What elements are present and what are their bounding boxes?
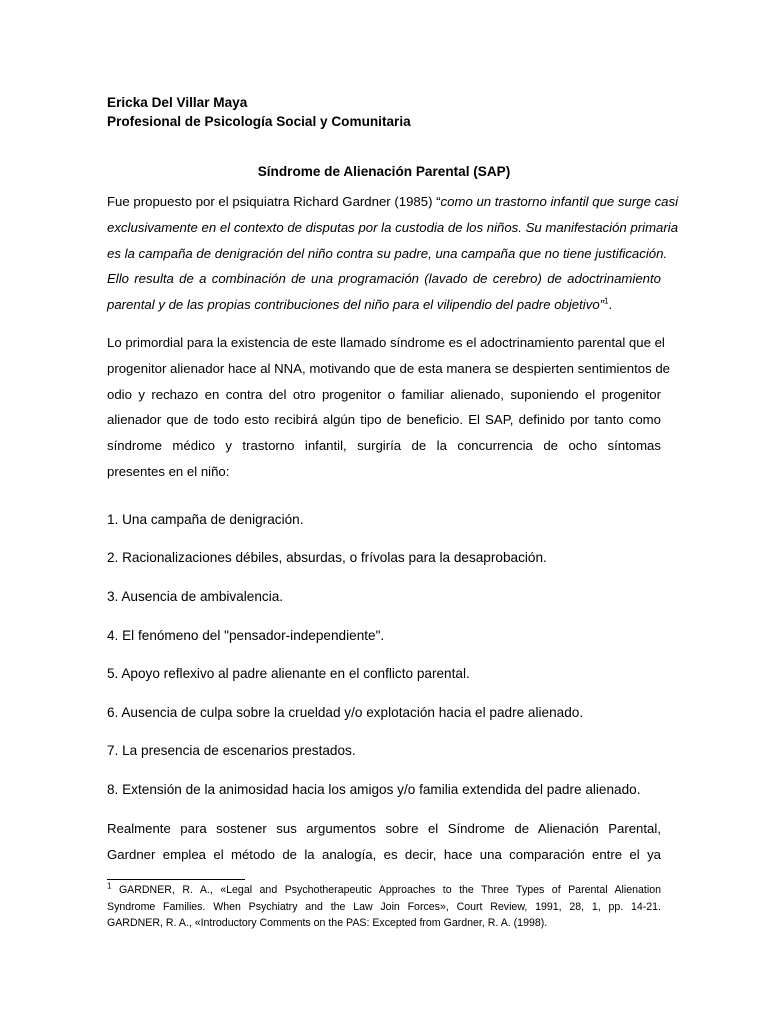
symptom-item: 3. Ausencia de ambivalencia. <box>107 589 284 604</box>
footnote-separator <box>107 879 245 880</box>
paragraph-line: presentes en el niño: <box>107 463 230 479</box>
symptom-item: 7. La presencia de escenarios prestados. <box>107 743 356 758</box>
footnote-marker: 1 <box>107 881 112 891</box>
footnote-line <box>107 882 661 899</box>
author-block <box>107 93 667 131</box>
footnote-line: GARDNER, R. A., «Introductory Comments on the PAS: Excepted from Gardner, R. A. (1998). <box>107 917 548 929</box>
intro-quote-line: Ello resulta de a combinación de una programación (lavado de cerebro) de adoctrinamiento <box>107 271 661 287</box>
intro-lead: Fue propuesto por el psiquiatra Richard Gardner (1985) “ <box>107 194 441 209</box>
paragraph-line: alienador que de todo esto recibirá algún tipo de beneficio. El SAP, definido por tanto como <box>107 412 661 428</box>
author-role: Profesional de Psicología Social y Comunitaria <box>107 114 411 129</box>
footnote-reference[interactable]: 1 <box>604 296 609 306</box>
symptom-item: 4. El fenómeno del "pensador-independiente". <box>107 628 385 643</box>
symptom-item: 5. Apoyo reflexivo al padre alienante en el conflicto parental. <box>107 666 470 681</box>
intro-line <box>107 266 661 292</box>
symptom-item: 6. Ausencia de culpa sobre la crueldad y/o explotación hacia el padre alienado. <box>107 705 584 720</box>
document-title: Síndrome de Alienación Parental (SAP) <box>257 164 511 179</box>
intro-quote-line: exclusivamente en el contexto de disputas por la custodia de los niños. Su manifestación primaria <box>107 219 679 235</box>
intro-quote-line: parental y de las propias contribuciones del niño para el vilipendio del padre objetivo” <box>107 297 605 313</box>
intro-line <box>107 292 661 318</box>
intro-paragraph <box>107 189 679 318</box>
symptom-item: 2. Racionalizaciones débiles, absurdas, o frívolas para la desaprobación. <box>107 550 547 565</box>
intro-line <box>107 241 668 267</box>
footnote-text: GARDNER, R. A., «Legal and Psychotherapeutic Approaches to the Three Types of Parental Alienation <box>118 884 661 896</box>
body-paragraph-2 <box>107 330 671 485</box>
symptom-item: 8. Extensión de la animosidad hacia los amigos y/o familia extendida del padre alienado. <box>107 782 641 797</box>
author-name: Ericka Del Villar Maya <box>107 95 248 110</box>
paragraph-line: Lo primordial para la existencia de este llamado síndrome es el adoctrinamiento parental que el <box>107 335 665 350</box>
intro-end: . <box>608 297 613 313</box>
footnote-line: Syndrome Families. When Psychiatry and the Law Join Forces», Court Review, 1991, 28, 1, pp. 14-21. <box>107 900 661 913</box>
body-paragraph-3 <box>107 816 661 868</box>
intro-line <box>107 215 679 241</box>
footnote <box>107 882 661 932</box>
paragraph-line: odio y rechazo en contra del otro progenitor o familiar alienado, suponiendo el progenitor <box>107 386 661 402</box>
symptom-item: 1. Una campaña de denigración. <box>107 512 304 527</box>
paragraph-line: Gardner emplea el método de la analogía, es decir, hace una comparación entre el ya <box>107 846 661 862</box>
paragraph-line: progenitor alienador hace al NNA, motivando que de esta manera se despierten sentimientos de <box>107 360 671 376</box>
intro-line <box>107 189 679 215</box>
intro-quote-line: como un trastorno infantil que surge casi <box>440 194 679 209</box>
paragraph-line: Realmente para sostener sus argumentos sobre el Síndrome de Alienación Parental, <box>107 821 661 836</box>
intro-quote-line: es la campaña de denigración del niño contra su padre, una campaña que no tiene justificación. <box>107 245 668 261</box>
paragraph-line: síndrome médico y trastorno infantil, surgiría de la concurrencia de ocho síntomas <box>107 438 661 454</box>
